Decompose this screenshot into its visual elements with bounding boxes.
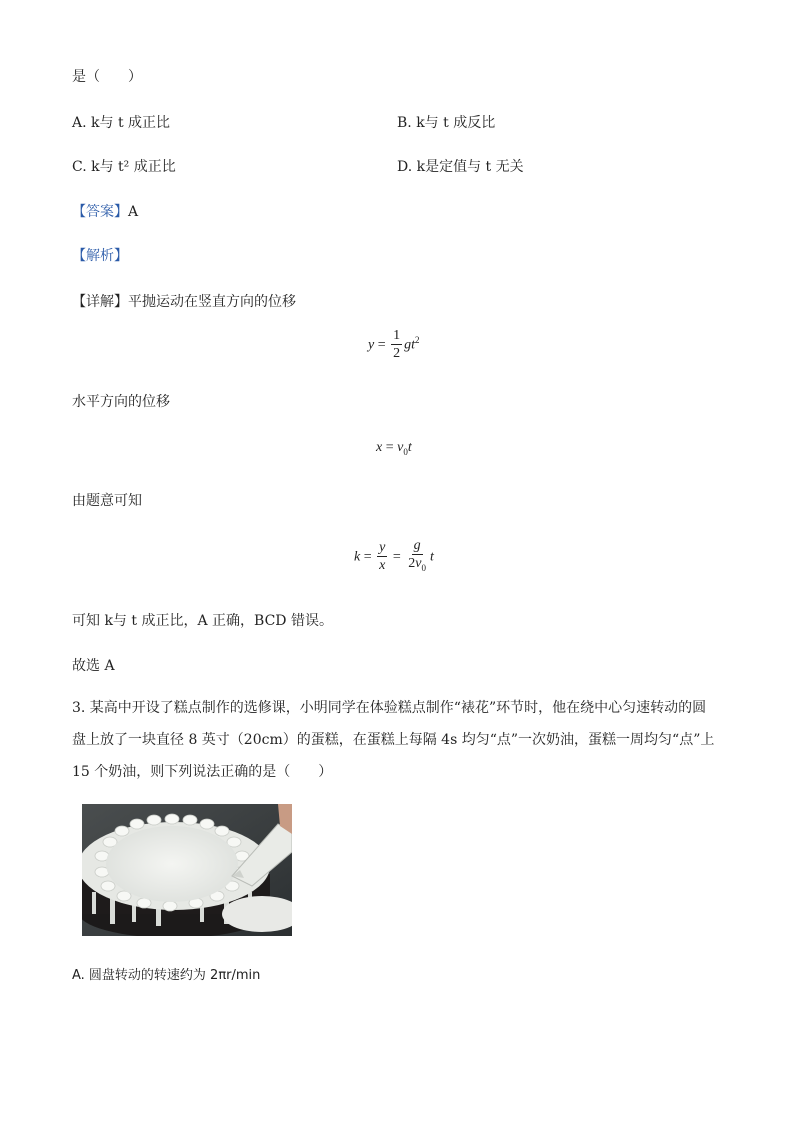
option-d: D. k是定值与 t 无关 xyxy=(397,159,524,175)
q3-line-3: 15 个奶油，则下列说法正确的是（ ） xyxy=(72,764,333,780)
formula-k: k = $\frac{y}{x}$ = $\frac{g}{2v_0}$ t xyxy=(354,538,434,573)
cake-decorating-photo xyxy=(82,804,292,936)
formula-horizontal-displacement: $x = v_0t$ xyxy=(376,440,412,457)
detail-text: 平抛运动在竖直方向的位移 xyxy=(128,294,296,310)
analysis-tag: 【解析】 xyxy=(72,248,128,264)
question-3-stem xyxy=(72,692,722,788)
choose-text: 故选 A xyxy=(72,658,115,674)
q3-option-a: A. 圆盘转动的转速约为 2πr/min xyxy=(72,968,261,983)
q3-line-1: 3. 某高中开设了糕点制作的选修课，小明同学在体验糕点制作“裱花”环节时，他在绕中心匀速转动的圆 xyxy=(72,700,707,716)
answer-value: A xyxy=(128,204,139,220)
formula-vertical-displacement: y = $\frac{1}{2}$ $gt^2$ xyxy=(368,328,420,361)
answer-tag: 【答案】 xyxy=(72,204,128,220)
option-a: A. k与 t 成正比 xyxy=(72,115,171,131)
conclusion-text: 可知 k与 t 成正比，A 正确，BCD 错误。 xyxy=(72,613,333,629)
option-c: C. k与 t² 成正比 xyxy=(72,159,176,175)
horizontal-text: 水平方向的位移 xyxy=(72,394,170,410)
answer-line xyxy=(72,201,138,221)
detail-line xyxy=(72,291,296,311)
q2-stem-tail: 是（ ） xyxy=(72,69,142,85)
option-b: B. k与 t 成反比 xyxy=(397,115,496,131)
from-question-text: 由题意可知 xyxy=(72,493,142,509)
detail-tag: 【详解】 xyxy=(72,294,128,310)
q3-line-2: 盘上放了一块直径 8 英寸（20cm）的蛋糕，在蛋糕上每隔 4s 均匀“点”一次奶油，蛋糕一周均匀“点”上 xyxy=(72,732,715,748)
